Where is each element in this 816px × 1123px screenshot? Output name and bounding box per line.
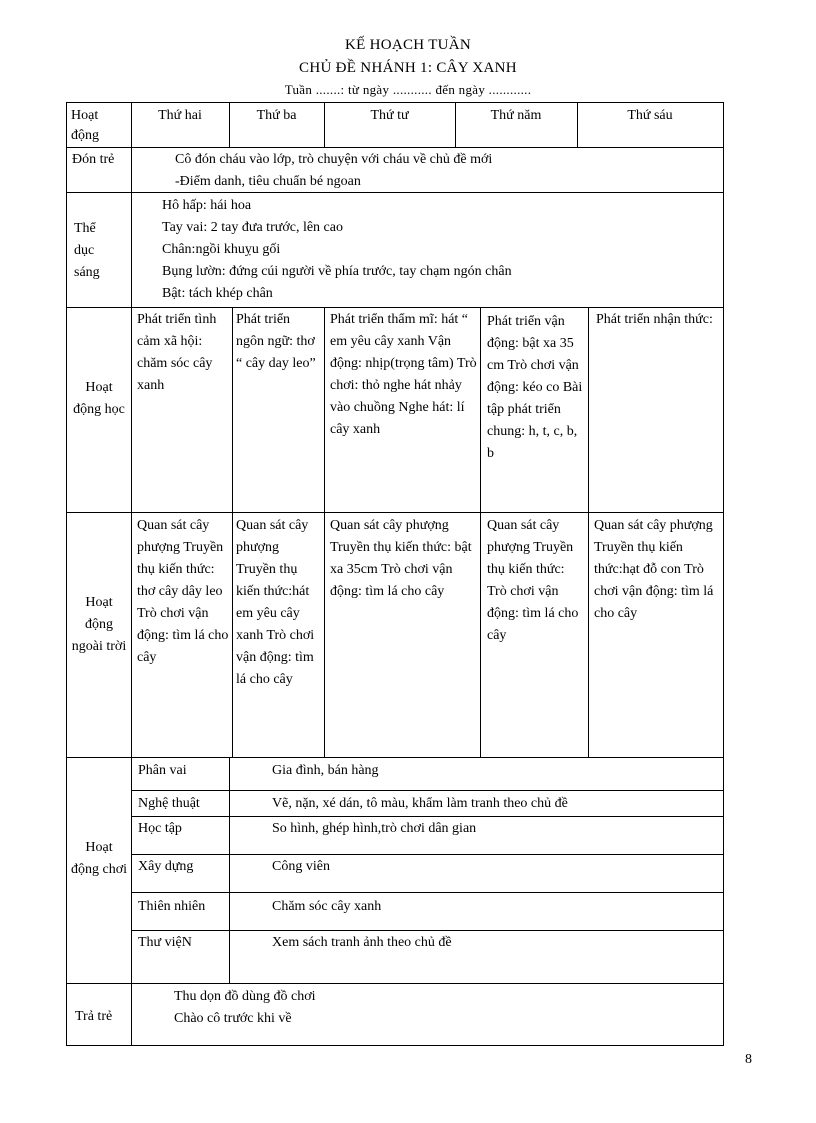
col-header-activity: Hoạt động [71, 108, 99, 143]
choi-area-hoc-tap: Học tập [138, 821, 182, 836]
ngoai-troi-friday: Quan sát cây phượng Truyền thụ kiến thức:hạt đỗ con Trò chơi vận động: tìm lá cho cây [594, 518, 714, 621]
choi-area-thien-nhien: Thiên nhiên [138, 899, 206, 914]
row-label-don-tre: Đón trẻ [72, 152, 115, 167]
ngoai-troi-wednesday: Quan sát cây phượng Truyền thụ kiến thức: bật xa 35cm Trò chơi vận động: tìm lá cho cây [330, 518, 472, 599]
the-duc-line-1: Hô hấp: hái hoa [162, 198, 252, 213]
page-number: 8 [745, 1052, 752, 1067]
hoc-monday: Phát triển tình cảm xã hội: chăm sóc cây xanh [137, 312, 217, 393]
col-header-wednesday: Thứ tư [370, 108, 409, 123]
choi-content-phan-vai: Gia đình, bán hàng [272, 763, 379, 778]
col-header-friday: Thứ sáu [627, 108, 673, 123]
row-label-the-duc: Thể dục sáng [74, 221, 100, 280]
choi-content-hoc-tap: So hình, ghép hình,trò chơi dân gian [272, 821, 477, 836]
row-label-tra-tre: Trả trẻ [75, 1009, 113, 1024]
choi-area-thu-vien: Thư việN [138, 935, 192, 950]
hoc-tuesday: Phát triển ngôn ngữ: thơ “ cây day leo” [236, 312, 316, 371]
col-header-monday: Thứ hai [158, 108, 202, 123]
the-duc-line-4: Bụng lườn: đứng cúi người về phía trước, tay chạm ngón chân [162, 264, 512, 279]
choi-area-phan-vai: Phân vai [138, 763, 187, 778]
choi-content-xay-dung: Công viên [272, 859, 330, 874]
page-title: KẾ HOẠCH TUẦN [344, 37, 472, 53]
col-header-thursday: Thứ năm [490, 108, 542, 123]
choi-area-nghe-thuat: Nghệ thuật [138, 796, 200, 811]
choi-content-thien-nhien: Chăm sóc cây xanh [272, 899, 382, 914]
the-duc-line-3: Chân:ngồi khuỵu gối [162, 242, 281, 257]
row-label-ngoai-troi: Hoạt động ngoài trời [71, 595, 127, 654]
don-tre-line-2: -Điểm danh, tiêu chuẩn bé ngoan [175, 174, 361, 189]
hoc-friday: Phát triển nhận thức: [596, 312, 713, 327]
ngoai-troi-thursday: Quan sát cây phượng Truyền thụ kiến thức: Trò chơi vận động: tìm lá cho cây [487, 518, 579, 643]
the-duc-line-2: Tay vai: 2 tay đưa trước, lên cao [162, 220, 343, 235]
col-header-tuesday: Thứ ba [256, 108, 297, 123]
page-subtitle: CHỦ ĐỀ NHÁNH 1: CÂY XANH [299, 60, 517, 76]
choi-area-xay-dung: Xây dựng [138, 859, 194, 874]
week-line: Tuần .......: từ ngày ........... đến ngày ............ [284, 82, 532, 97]
choi-content-nghe-thuat: Vẽ, nặn, xé dán, tô màu, khẩm làm tranh theo chủ đề [272, 796, 568, 811]
tra-tre-line-2: Chào cô trước khi về [174, 1011, 292, 1026]
the-duc-line-5: Bật: tách khép chân [162, 286, 273, 301]
ngoai-troi-monday: Quan sát cây phượng Truyền thụ kiến thức: thơ cây dây leo Trò chơi vận động: tìm lá cho cây [137, 518, 229, 665]
hoc-thursday: Phát triển vận động: bật xa 35 cm Trò chơi vận động: kéo co Bài tập phát triển chung: h, t, c, b, b [487, 314, 583, 461]
ngoai-troi-tuesday: Quan sát cây phượng Truyền thụ kiến thức:hát em yêu cây xanh Trò chơi vận động: tìm lá cho cây [236, 518, 315, 687]
hoc-wednesday: Phát triển thẩm mĩ: hát “ em yêu cây xanh Vận động: nhịp(trọng tâm) Trò chơi: thỏ nghe hát nhảy vào chuồng Nghe hát: lí cây xanh [330, 312, 477, 437]
row-label-hoat-dong-choi: Hoạt động chơi [70, 840, 127, 877]
row-label-hoat-dong-hoc: Hoạt động học [73, 380, 125, 417]
tra-tre-line-1: Thu dọn đồ dùng đồ chơi [174, 989, 316, 1004]
don-tre-line-1: Cô đón cháu vào lớp, trò chuyện với cháu về chủ đề mới [175, 152, 493, 167]
choi-content-thu-vien: Xem sách tranh ảnh theo chủ đề [272, 935, 452, 950]
